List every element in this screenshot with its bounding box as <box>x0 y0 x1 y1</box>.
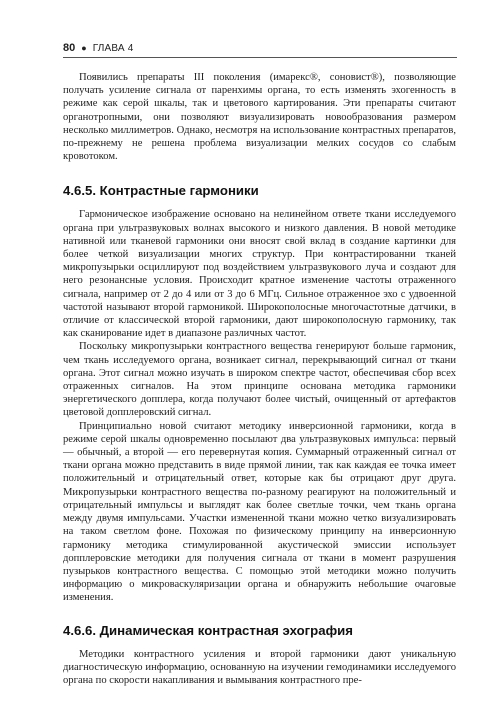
bullet-separator-icon: ● <box>81 42 87 53</box>
running-header <box>63 42 134 54</box>
intro-paragraph: Появились препараты III поколения (имарекс®, соновист®), позволяющие получать усиление сигнала от паренхимы органа, то есть изменять эхогенность в режиме как серой шкалы, так и цветового картирования. Эти препараты считают органотропными, они позволяют визуализировать новообразования размером несколько миллиметров. Однако, несмотря на использование контрастных препаратов, по-прежнему не решена проблема визуализации мелких сосудов со слабым кровотоком. <box>63 72 456 163</box>
section-heading-4-6-5: 4.6.5. Контрастные гармоники <box>63 183 259 199</box>
header-rule <box>63 57 457 58</box>
section-heading-4-6-6: 4.6.6. Динамическая контрастная эхография <box>63 622 353 638</box>
paragraph: Гармоническое изображение основано на нелинейном ответе ткани исследуемого органа при ультразвуковых волнах высокого и низкого давления. В новой методике нативной или тканевой гармоники они вносят свой вклад в создание картинки для более четкой визуализации многих структур. При контрастированни тканей микропузырьки осциллируют под воздействием ультразвукового луча и создают для него резонансные условия. Происходит кратное изменение частоты отраженного сигнала, например от 2 до 4 или от 3 до 6 МГц. Сильное отраженное эхо с удвоенной частотой называют второй гармоникой. Широкополосные многочастотные датчики, в отличие от классической второй гармоники, дают широкополосную гармонику, так как сканирование идет в диапазоне различных частот. <box>63 209 456 340</box>
paragraph: Принципиально новой считают методику инверсионной гармоники, когда в режиме серой шкалы одновременно посылают два ультразвуковых импульса: первый — обычный, а второй — его перевернутая копия. Суммарный отраженный сигнал от ткани органа можно представить в виде прямой линии, так как каждая ее точка имеет положительный и отрицательный ответ, которые как бы отрицают друг друга. Микропузырьки контрастного вещества по-разному реагируют на положительный и отрицательный импульсы и выглядят как более светлые точки, чем ткань органа между двумя импульсами. Участки измененной ткани можно четко визуализировать на таком светлом фоне. Похожая по физическому принципу на инверсионную гармонику методика стимулированной акустической эмиссии использует допплеровские методики для получения сигнала от ткани в момент разрушения пузырьков контрастного вещества. С помощью этой методики можно получить информацию о микроваскуляризации органа и обнаружить небольшие очаговые изменения. <box>63 420 456 604</box>
chapter-label: ГЛАВА 4 <box>92 42 134 54</box>
page-number: 80 <box>63 42 76 54</box>
paragraph: Методики контрастного усиления и второй гармоники дают уникальную диагностическую информацию, основанную на изучении гемодинамики исследуемого органа по скорости накапливания и вымывания контрастного пре- <box>63 648 456 686</box>
body-text <box>63 71 456 687</box>
paragraph: Поскольку микропузырьки контрастного вещества генерируют больше гармоник, чем ткань исследуемого органа, возникает сигнал, перекрывающий сигнал от ткани органа. Этот сигнал можно изучать в широком спектре частот, обеспечивая сбор всех отраженных сигналов. На этом принципе основана методика гармоники энергетического допплера, когда получают более чистый, очищенный от артефактов цветовой допплеровский сигнал. <box>63 341 456 419</box>
